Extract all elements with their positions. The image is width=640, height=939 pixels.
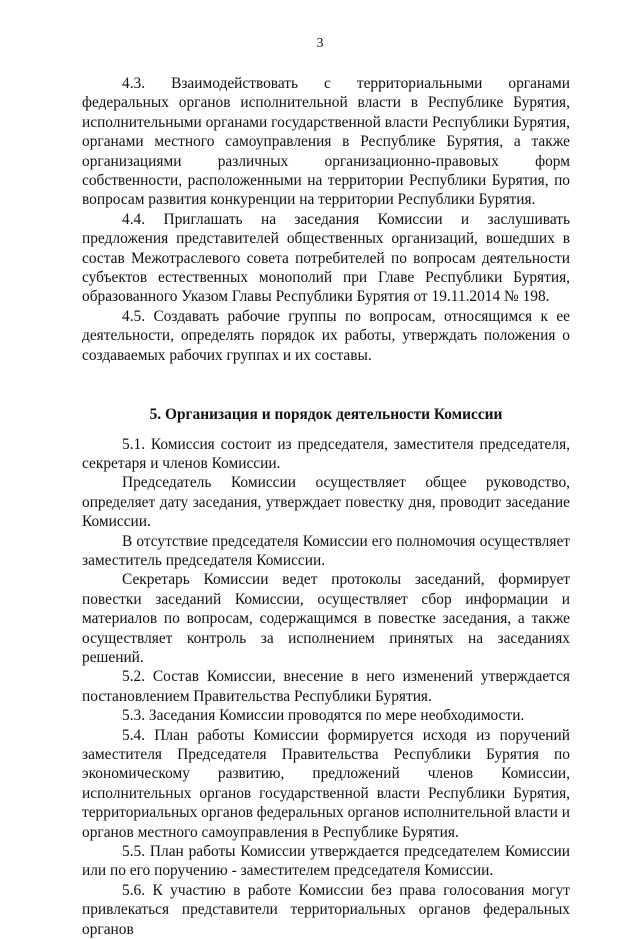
paragraph-4-4: 4.4. Приглашать на заседания Комиссии и заслушивать предложения представителей общественных организаций, вошедших в состав Межотраслевого совета потребителей по вопросам деятельности субъектов естественных монополий при Главе Республики Бурятия, образованного Указом Главы Республики Бурятия от 19.11.2014 № 198.: [82, 210, 570, 306]
paragraph-secretary: Секретарь Комиссии ведет протоколы заседаний, формирует повестки заседаний Комиссии, осуществляет сбор информации и материалов по вопросам, содержащимся в повестке заседания, а также осуществляет контроль за исполнением принятых на заседаниях решений.: [82, 571, 570, 666]
page-number: 3: [316, 36, 324, 51]
paragraph-deputy: В отсутствие председателя Комиссии его полномочия осуществляет заместитель председателя Комиссии.: [82, 532, 570, 569]
paragraph-5-2: 5.2. Состав Комиссии, внесение в него изменений утверждается постановлением Правительства Республики Бурятия.: [82, 668, 570, 705]
section-5-heading: 5. Организация и порядок деятельности Комиссии: [149, 406, 503, 424]
paragraph-4-5: 4.5. Создавать рабочие группы по вопросам, относящимся к ее деятельности, определять порядок их работы, утверждать положения о создаваемых рабочих группах и их составы.: [82, 307, 570, 364]
paragraph-4-3: 4.3. Взаимодействовать с территориальными органами федеральных органов исполнительной власти в Республике Бурятия, исполнительными органами государственной власти Республики Бурятия, органами местного самоуправления в Республике Бурятия, а также организациями различных организационно-правовых форм собственности, расположенными на территории Республики Бурятия, по вопросам развития конкуренции на территории Республики Бурятия.: [82, 75, 570, 209]
paragraph-5-5: 5.5. План работы Комиссии утверждается председателем Комиссии или по его поручению - заместителем председателя Комиссии.: [82, 843, 570, 880]
paragraph-chairman: Председатель Комиссии осуществляет общее руководство, определяет дату заседания, утверждает повестку дня, проводит заседание Комиссии.: [82, 474, 570, 531]
paragraph-5-6: 5.6. К участию в работе Комиссии без права голосования могут привлекаться представители территориальных органов федеральных органов: [82, 881, 570, 938]
paragraph-5-4: 5.4. План работы Комиссии формируется исходя из поручений заместителя Председателя Правительства Республики Бурятия по экономическому развитию, предложений членов Комиссии, исполнительных органов государственной власти Республики Бурятия, территориальных органов федеральных органов исполнительной власти и органов местного самоуправления в Республике Бурятия.: [82, 726, 570, 841]
paragraph-5-1: 5.1. Комиссия состоит из председателя, заместителя председателя, секретаря и членов Комиссии.: [82, 435, 570, 472]
document-body: [82, 74, 570, 939]
paragraph-5-3: 5.3. Заседания Комиссии проводятся по мере необходимости.: [122, 707, 525, 725]
